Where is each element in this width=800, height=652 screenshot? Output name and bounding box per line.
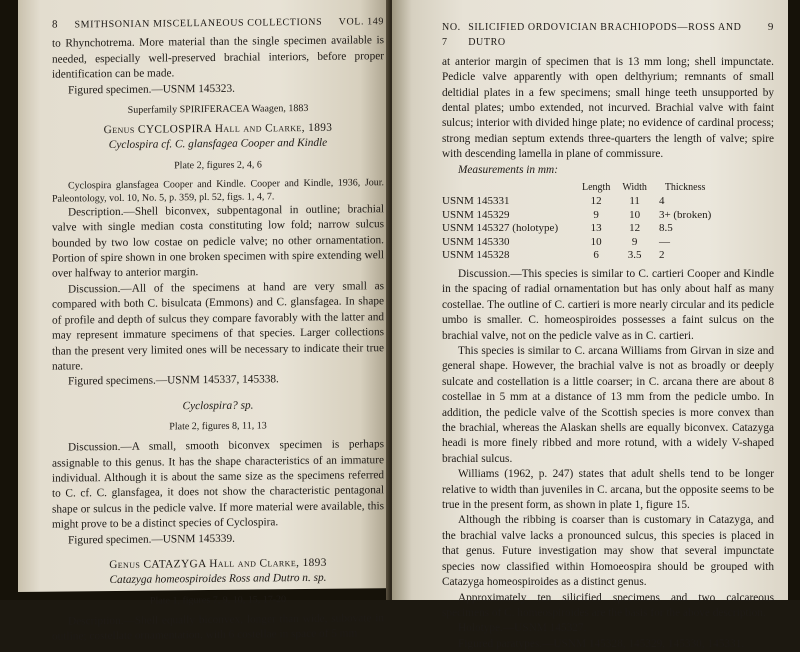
superfamily-heading: Superfamily SPIRIFERACEA Waagen, 1883 [127,102,309,116]
right-text-column [442,20,774,652]
genus-heading-catazyga: Genus CATAZYGA Hall and Clarke, 1893 [109,556,327,572]
row-label: USNM 145331 [442,195,510,208]
synonymy-1: Cyclospira glansfagea Cooper and Kindle. Cooper and Kindle, 1936, Jour. Paleontology, vol. 10, No. 5, p. 359, pl. 52, figs. 1, 4, 7. [52,177,384,205]
row-thickness: 3+ (broken) [658,208,712,221]
row-thickness: 4 [658,195,665,208]
figured-specimen-1: Figured specimen.—USNM 145323. [68,82,235,97]
figured-specimen-3: Figured specimen.—USNM 145339. [68,532,235,547]
left-volume: VOL. 149 [338,16,384,28]
table-row [442,209,717,223]
measurements-header-length: Length [582,182,611,194]
left-opening-paragraph: to Rhynchotrema. More material than the single specimen available is needed, especially well-preserved brachial interiors, before proper identification can be made. [52,34,384,81]
left-page-number: 8 [52,18,59,31]
row-thickness: 8.5 [658,222,673,235]
right-paragraph-3: Williams (1962, p. 247) states that adult shells tend to be longer relative to width than juveniles in C. arcana, but the opposite seems to be true in the present form, as shown in plate 1, figure 15. [442,468,774,512]
measurements-header-thickness: Thickness [664,182,706,194]
row-length: 13 [590,222,602,235]
description-paragraph-3: Description.—Shell equally biconvex, longer than wide, subovate in outline; costellate ornamentation, with 6 costellae in space of 5 mm [52,611,384,643]
row-length: 12 [590,195,602,208]
row-width: 12 [629,222,641,235]
plate-reference-3: Plate 1, figures 7, 9, 10, 15, 17-20 [149,593,287,607]
right-paragraph-5: Approximately ten silicified specimens and two calcareous specimens of C. homeospiroides are the basis for the above description. [442,591,774,619]
table-row [442,222,717,236]
measurements-table [442,180,717,263]
measurements-header-blank [442,180,576,195]
left-running-title: SMITHSONIAN MISCELLANEOUS COLLECTIONS [74,16,323,31]
row-label: USNM 145329 [442,208,510,221]
species-heading-3: Catazyga homeospiroides Ross and Dutro n. sp. [109,572,327,587]
table-row [442,249,717,263]
table-row [442,195,717,209]
row-thickness: — [658,235,670,248]
right-running-head [442,20,774,51]
row-width: 10 [629,208,641,221]
right-number-label: NO. 7 [442,22,461,49]
right-discussion-paragraph: Discussion.—This species is similar to C. cartieri Cooper and Kindle in the spacing of radial ornamentation but has only about half as many costellae. The outline of C. cartieri is more nearly circular and its pedicle umbo is smaller. C. homeospiroides possesses a faint sulcus on the brachial valve, not on the pedicle valve as in C. cartieri. [442,267,774,342]
right-opening-paragraph: at anterior margin of specimen that is 13 mm long; shell impunctate. Pedicle valve apparently with open delthyrium; remnants of small deltidial plates in a few specimens; small hinge teeth unsupported by dental plates; umbo extended, not incurved. Brachial valve with faint sulcus; interior with divided hinge plate; no evidence of cardinal process; strong median septum extends three-quarters the length of valve; spire with descending lamella in plane of commissure. [442,55,774,161]
right-paragraph-2: This species is similar to C. arcana Williams from Girvan in size and general shape. However, the brachial valve is not as broadly or deeply sulcate and costellation is a little coarser; in C. arcana there are about 8 costellae in 5 mm at a distance of 13 mm from the pedicle umbo. In addition, the pedicle valve of the Scottish species is more convex than the brachial, whereas the Alaskan shells are equally biconvex. Catazyga headi is more finely ribbed and more rotund, with a widely V-shaped brachial sulcus. [442,345,774,465]
row-label: USNM 145330 [442,235,510,248]
holotype-line: Holotype.—USNM 145327. [458,622,587,635]
measurements-title: Measurements in mm: [458,163,558,176]
left-running-head [52,14,384,33]
row-length: 10 [590,235,602,248]
right-page-number: 9 [767,21,774,33]
row-width: 11 [629,195,640,208]
figured-specimen-2: Figured specimens.—USNM 145337, 145338. [68,373,279,388]
measurements-header-width: Width [622,182,647,194]
paratypes-line: Figured paratypes.—USNM 145328, 145329, 145330, 145331. [458,637,745,650]
row-length: 6 [593,249,599,262]
table-row [442,236,717,250]
species-heading-1: Cyclospira cf. C. glansfagea Cooper and Kindle [108,137,328,152]
right-running-title: SILICIFIED ORDOVICIAN BRACHIOPODS—ROSS AND DUTRO [468,22,742,49]
measurements-header-row [442,180,717,195]
row-width: 3.5 [627,249,642,262]
row-thickness: 2 [658,249,665,262]
plate-reference-2: Plate 2, figures 8, 11, 13 [169,420,267,433]
genus-heading-cyclospira: Genus CYCLOSPIRA Hall and Clarke, 1893 [103,121,333,137]
description-paragraph-1: Description.—Shell biconvex, subpentagonal in outline; brachial valve with single median costa constituting low fold; narrow sulcus bounded by two low costae on pedicle valve; no other ornamentation. Portion of spire shown in one broken specimen with spire extending well over halfway to anterior margin. [52,203,384,281]
row-label: USNM 145327 (holotype) [442,222,559,235]
row-width: 9 [631,235,638,248]
right-paragraph-4: Although the ribbing is coarser than is customary in Catazyga, and the brachial valve lacks a pronounced sulcus, this species is placed in that genus. Future investigation may show that several impunctate species now classified within Homoeospira should be grouped with Catazyga homeospiroides as a distinct genus. [442,514,774,589]
row-length: 9 [593,208,599,221]
right-page [392,0,788,650]
species-heading-2: Cyclospira? sp. [182,399,254,412]
plate-reference-1: Plate 2, figures 2, 4, 6 [174,159,262,172]
discussion-paragraph-2: Discussion.—A small, smooth biconvex specimen is perhaps assignable to this genus. It has the shape characteristics of an immature individual. Although it is about the same size as the specimens referred to C. cf. C. glansfagea, it does not show the characteristic pentagonal shape or sulcus in the pedicle valve. If more material were available, this might prove to be a distinct species of Cyclospira. [52,438,384,531]
left-page [18,0,390,643]
row-label: USNM 145328 [442,249,510,262]
left-text-column [52,14,384,645]
discussion-paragraph-1: Discussion.—All of the specimens at hand are very small as compared with both C. bisulcata (Emmons) and C. glansfagea. In shape of profile and depth of sulcus they compare favorably with the latter and may represent immature specimens of that species. Larger collections than the present very limited ones will be necessary to indicate their true nature. [52,280,384,373]
